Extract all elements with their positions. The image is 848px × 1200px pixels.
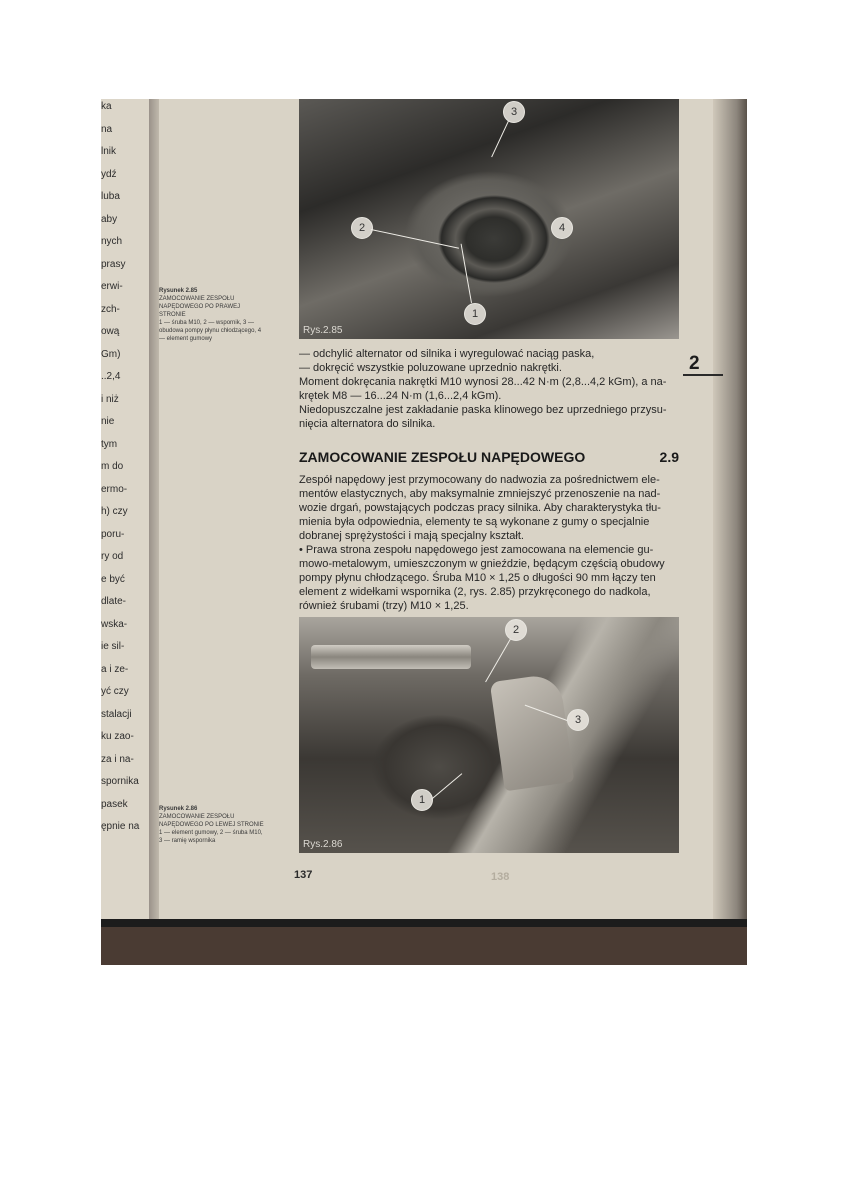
text-block-section	[299, 473, 679, 613]
callout-1: 1	[464, 303, 486, 325]
previous-page-fragment: i niż	[101, 393, 119, 405]
caption-body: 1 — śruba M10, 2 — wspornik, 3 — obudowa pompy płynu chłodzącego, 4 — element gumowy	[159, 320, 262, 342]
text-line: — dokręcić wszystkie poluzowane uprzednio nakrętki.	[299, 362, 562, 374]
callout-3: 3	[503, 101, 525, 123]
previous-page-fragment: poru-	[101, 528, 125, 540]
previous-page-fragment: yć czy	[101, 686, 129, 697]
previous-page-fragment: luba	[101, 191, 120, 202]
cylinder-part	[311, 645, 471, 669]
text-line: krętek M8 — 16...24 N·m (1,6...2,4 kGm).	[299, 390, 502, 402]
text-line: • Prawa strona zespołu napędowego jest zamocowana na elemencie gu-	[299, 544, 654, 556]
caption-title: Rysunek 2.85	[159, 288, 198, 294]
leader-line	[491, 121, 509, 158]
previous-page-fragment: h) czy	[101, 506, 128, 517]
figure-2-85-caption	[159, 287, 267, 343]
text-line: Niedopuszczalne jest zakładanie paska klinowego bez uprzedniego przysu-	[299, 404, 667, 416]
previous-page-fragment: wska-	[101, 618, 128, 630]
previous-page-fragment: na	[101, 123, 113, 135]
previous-page-fragment: nych	[101, 236, 123, 247]
caption-title: Rysunek 2.86	[159, 806, 198, 812]
previous-page-fragment: aby	[101, 213, 118, 225]
previous-page-fragment: e być	[101, 573, 125, 585]
text-line: — odchylić alternator od silnika i wyregulować naciąg paska,	[299, 348, 595, 360]
text-line: Moment dokręcania nakrętki M10 wynosi 28...42 N·m (2,8...4,2 kGm), a na-	[299, 376, 667, 388]
previous-page-fragment: ową	[101, 326, 120, 337]
caption-heading: ZAMOCOWANIE ZESPOŁU NAPĘDOWEGO PO LEWEJ STRONIE	[159, 814, 264, 828]
figure-label: Rys.2.86	[303, 839, 343, 850]
text-line: element z widełkami wspornika (2, rys. 2.85) przykręconego do nadkola,	[299, 586, 651, 598]
callout-4: 4	[551, 217, 573, 239]
previous-page-fragment: ka	[101, 101, 112, 112]
page-number: 137	[294, 869, 313, 881]
previous-page-fragment: ry od	[101, 551, 124, 562]
previous-page-fragment: zch-	[101, 303, 120, 315]
previous-page-fragment: ..2,4	[101, 371, 121, 382]
leader-line	[431, 773, 462, 799]
text-line: również śrubami (trzy) M10 × 1,25.	[299, 600, 469, 612]
previous-page-fragment: pasek	[101, 798, 128, 810]
book-cover-edge	[101, 919, 747, 927]
scanned-spread	[101, 99, 747, 965]
previous-page-fragment: a i ze-	[101, 663, 129, 675]
previous-page-fragment: za i na-	[101, 753, 134, 765]
callout-2: 2	[351, 217, 373, 239]
callout-3: 3	[567, 709, 589, 731]
caption-body: 1 — element gumowy, 2 — śruba M10, 3 — ramię wspornika	[159, 830, 263, 844]
leader-line	[371, 229, 459, 249]
caption-heading: ZAMOCOWANIE ZESPOŁU NAPĘDOWEGO PO PRAWEJ STRONIE	[159, 296, 241, 318]
section-number: 2.9	[659, 449, 679, 465]
previous-page-fragment: lnik	[101, 146, 117, 157]
previous-page-fragment: ydź	[101, 168, 117, 180]
previous-page-fragment: Gm)	[101, 348, 121, 360]
callout-2: 2	[505, 619, 527, 641]
previous-page-fragment: nie	[101, 416, 115, 427]
previous-page-fragment: prasy	[101, 258, 126, 270]
figure-2-86-caption	[159, 805, 267, 845]
text-line: pompy płynu chłodzącego. Śruba M10 × 1,25 o długości 90 mm łączy ten	[299, 572, 656, 584]
previous-page-fragment: ępnie na	[101, 821, 140, 832]
previous-page-fragment: stalacji	[101, 708, 132, 720]
figure-label: Rys.2.85	[303, 325, 343, 336]
text-line: wozie drgań, powstających podczas pracy silnika. Aby charakterystyka tłu-	[299, 502, 661, 514]
previous-page-fragment: m do	[101, 461, 124, 472]
chapter-marker-rule	[683, 374, 723, 376]
previous-page-fragment: ermo-	[101, 483, 128, 495]
figure-2-86-photo	[299, 617, 679, 853]
previous-page-fragment: dlate-	[101, 596, 127, 607]
leader-line	[485, 639, 511, 683]
text-line: nięcia alternatora do silnika.	[299, 418, 436, 430]
callout-1: 1	[411, 789, 433, 811]
previous-page-fragment: erwi-	[101, 281, 123, 292]
previous-page-fragment: spornika	[101, 776, 139, 787]
text-line: dobranej sprężystości i mają specjalny kształt.	[299, 530, 524, 542]
previous-page-fragment: ie sil-	[101, 641, 125, 652]
text-line: mentów elastycznych, aby maksymalnie zmniejszyć przenoszenie na nad-	[299, 488, 661, 500]
figure-2-85-photo	[299, 99, 679, 339]
text-line: mienia była odpowiednia, elementy te są wykonane z gumy o specjalnie	[299, 516, 650, 528]
facing-page-number-bleed: 138	[491, 871, 510, 883]
mount-bracket	[490, 673, 575, 792]
leader-line	[461, 244, 472, 303]
text-line: Zespół napędowy jest przymocowany do nadwozia za pośrednictwem ele-	[299, 474, 660, 486]
chapter-marker: 2	[689, 353, 700, 374]
previous-page-fragment: ku zao-	[101, 731, 134, 742]
section-heading	[299, 449, 679, 465]
section-title: ZAMOCOWANIE ZESPOŁU NAPĘDOWEGO	[299, 449, 586, 465]
previous-page-fragment: tym	[101, 438, 118, 450]
previous-page-edge	[101, 99, 149, 921]
text-line: mowo-metalowym, umieszczonym w gnieździe, będącym częścią obudowy	[299, 558, 665, 570]
text-block-top	[299, 347, 679, 431]
facing-page-edge	[713, 99, 747, 921]
